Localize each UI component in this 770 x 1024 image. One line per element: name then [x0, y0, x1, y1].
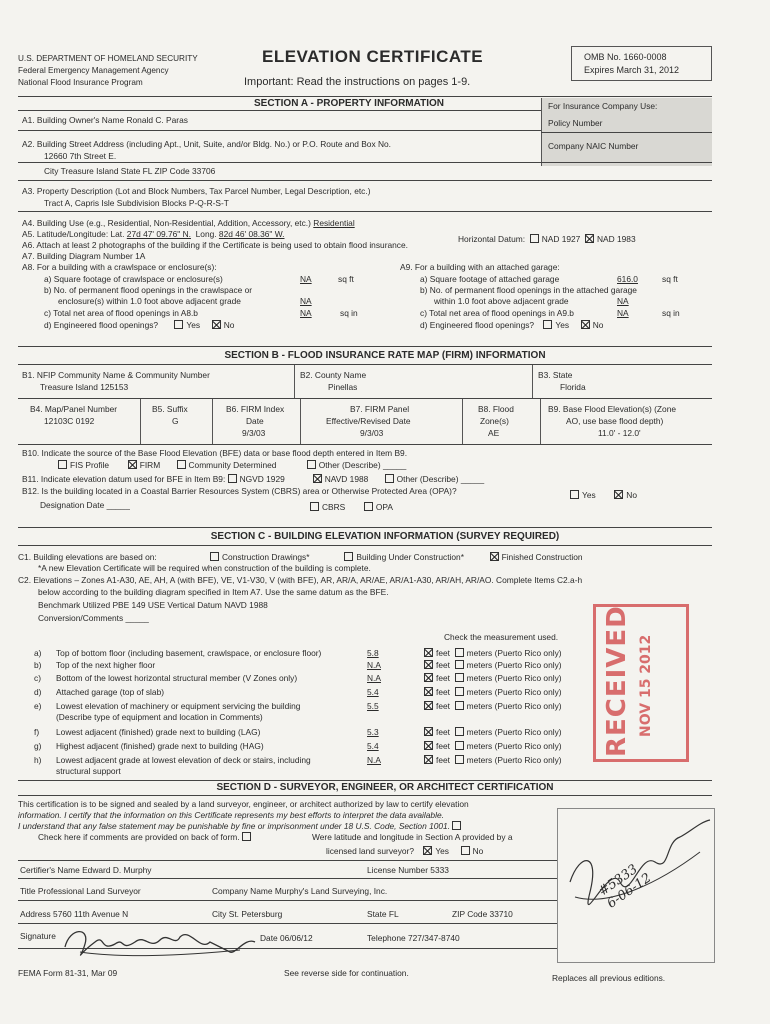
b10-options: [58, 460, 406, 470]
comments-checkbox[interactable]: [242, 832, 251, 841]
meters-label: meters (Puerto Rico only): [466, 673, 562, 683]
telephone: Telephone 727/347-8740: [367, 933, 460, 943]
meters-label: meters (Puerto Rico only): [466, 755, 562, 765]
elevation-row-value: 5.5: [367, 701, 379, 711]
elevation-row-label: Top of the next higher floor: [56, 660, 156, 670]
elevation-row-units: [424, 727, 562, 737]
received-stamp: [593, 604, 689, 762]
b12-yes-label: Yes: [582, 490, 596, 500]
opa-label: OPA: [375, 502, 393, 512]
b7-label-1: B7. FIRM Panel: [350, 404, 410, 414]
firm-checkbox[interactable]: [128, 460, 137, 469]
feet-label: feet: [436, 701, 450, 711]
elevation-row-label: Highest adjacent (finished) grade next to building (HAG): [56, 741, 264, 751]
elevation-row-letter: a): [34, 648, 42, 658]
meters-checkbox[interactable]: [455, 648, 464, 657]
a8d-no-label: No: [223, 320, 235, 330]
section-c-heading: SECTION C - BUILDING ELEVATION INFORMATION (SURVEY REQUIRED): [210, 531, 560, 542]
a9-heading: A9. For a building with an attached garage:: [400, 262, 560, 272]
elevation-row-units: [424, 741, 562, 751]
a8a-label: a) Square footage of crawlspace or enclosure(s): [44, 274, 223, 284]
b9-label-2: AO, use base flood depth): [566, 416, 664, 426]
row-h-description: structural support: [56, 766, 121, 776]
certifier-zip: ZIP Code 33710: [452, 909, 513, 919]
feet-checkbox[interactable]: [424, 701, 433, 710]
feet-label: feet: [436, 660, 450, 670]
nad1983-checkbox[interactable]: [585, 234, 594, 243]
b7-value: 9/3/03: [360, 428, 384, 438]
b9-label-1: B9. Base Flood Elevation(s) (Zone: [548, 404, 677, 414]
b8-label-2: Zone(s): [480, 416, 509, 426]
feet-label: feet: [436, 741, 450, 751]
b8-label-1: B8. Flood: [478, 404, 514, 414]
cert-text-2: information. I certify that the information on this Certificate represents my best efforts to interpret the data available.: [18, 810, 444, 820]
comments-check: [38, 832, 254, 842]
feet-label: feet: [436, 648, 450, 658]
meters-checkbox[interactable]: [455, 660, 464, 669]
feet-checkbox[interactable]: [424, 755, 433, 764]
elevation-row-units: [424, 660, 562, 670]
latlong-yes-label: Yes: [435, 846, 449, 856]
comments-label: Check here if comments are provided on back of form.: [38, 832, 240, 842]
feet-checkbox[interactable]: [424, 727, 433, 736]
finished-construction-checkbox[interactable]: [490, 552, 499, 561]
meters-label: meters (Puerto Rico only): [466, 687, 562, 697]
b12-cbrs-opa: [310, 502, 393, 512]
elevation-row-letter: c): [34, 673, 41, 683]
meters-label: meters (Puerto Rico only): [466, 741, 562, 751]
elevation-row-units: [424, 701, 562, 711]
community-determined-label: Community Determined: [188, 460, 277, 470]
stamp-received-text: RECEIVED: [602, 605, 632, 757]
a8c-unit: sq in: [340, 308, 358, 318]
elevation-row-value: N.A: [367, 755, 381, 765]
a9d-no-label: No: [592, 320, 604, 330]
other-source-checkbox[interactable]: [307, 460, 316, 469]
elevation-row-letter: e): [34, 701, 42, 711]
navd-label: NAVD 1988: [324, 474, 369, 484]
latlong-yes-checkbox[interactable]: [423, 846, 432, 855]
b10-label: B10. Indicate the source of the Base Flood Elevation (BFE) data or base flood depth entered in Item B9.: [22, 448, 408, 458]
elevation-row-letter: g): [34, 741, 42, 751]
feet-checkbox[interactable]: [424, 648, 433, 657]
meters-label: meters (Puerto Rico only): [466, 701, 562, 711]
b3-value: Florida: [560, 382, 586, 392]
b11-label: B11. Indicate elevation datum used for BFE in Item B9:: [22, 474, 226, 484]
a8d-yes-label: Yes: [186, 320, 201, 330]
b6-value: 9/3/03: [242, 428, 266, 438]
feet-checkbox[interactable]: [424, 741, 433, 750]
elevation-row-label: Attached garage (top of slab): [56, 687, 165, 697]
elevation-row-letter: f): [34, 727, 40, 737]
elevation-row-value: 5.8: [367, 648, 379, 658]
elevation-row-value: N.A: [367, 673, 381, 683]
check-measurement-label: Check the measurement used.: [444, 632, 559, 642]
signature-scribble: [60, 922, 260, 962]
a9d-no-checkbox[interactable]: [581, 320, 590, 329]
a9b-value: NA: [617, 296, 629, 306]
feet-label: feet: [436, 687, 450, 697]
a8d-yes-checkbox[interactable]: [174, 320, 183, 329]
elevation-row-label: Bottom of the lowest horizontal structural member (V Zones only): [56, 673, 298, 683]
construction-drawings-label: Construction Drawings*: [222, 552, 310, 562]
meters-checkbox[interactable]: [455, 741, 464, 750]
certifier-name: Certifier's Name Edward D. Murphy: [20, 865, 152, 875]
a8a-value: NA: [300, 274, 312, 284]
other-source-label: Other (Describe) _____: [318, 460, 407, 470]
latlong-answer: [326, 846, 483, 856]
license-number: License Number 5333: [367, 865, 449, 875]
signature-label: Signature: [20, 931, 56, 941]
a8c-label: c) Total net area of flood openings in A8.b: [44, 308, 198, 318]
form-number: FEMA Form 81-31, Mar 09: [18, 968, 118, 978]
elevation-row-value: N.A: [367, 660, 381, 670]
b12-no-label: No: [626, 490, 638, 500]
b12-yes-checkbox[interactable]: [570, 490, 579, 499]
elevation-row-units: [424, 755, 562, 765]
a8d-row: [44, 320, 234, 330]
designation-date: Designation Date _____: [40, 500, 130, 510]
b12-answers: [570, 490, 637, 500]
a5-lat-value: 27d 47' 09.76" N.: [126, 229, 191, 239]
meters-checkbox[interactable]: [455, 727, 464, 736]
finished-construction-label: Finished Construction: [501, 552, 583, 562]
row-e-description: (Describe type of equipment and location in Comments): [56, 712, 263, 722]
stamp-date: NOV 15 2012: [638, 634, 654, 738]
b1-value: Treasure Island 125153: [40, 382, 129, 392]
a3-property-value: Tract A, Capris Isle Subdivision Blocks P-Q-R-S-T: [44, 198, 229, 208]
a9c-value: NA: [617, 308, 629, 318]
c1-label: C1. Building elevations are based on:: [18, 552, 157, 562]
a1-owner-name: A1. Building Owner's Name Ronald C. Paras: [22, 115, 188, 125]
a5-lat-long: [22, 229, 285, 239]
a2-city-state-zip: City Treasure Island State FL ZIP Code 33706: [44, 166, 216, 176]
section-d-heading: SECTION D - SURVEYOR, ENGINEER, OR ARCHITECT CERTIFICATION: [216, 782, 554, 793]
opa-checkbox[interactable]: [364, 502, 373, 511]
meters-checkbox[interactable]: [455, 755, 464, 764]
elevation-row-label: Lowest adjacent grade at lowest elevation of deck or stairs, including: [56, 755, 311, 765]
section-a-heading: SECTION A - PROPERTY INFORMATION: [253, 98, 444, 109]
a8d-no-checkbox[interactable]: [212, 320, 221, 329]
a9d-yes-label: Yes: [555, 320, 570, 330]
b6-label-1: B6. FIRM Index: [226, 404, 285, 414]
a9a-unit: sq ft: [662, 274, 678, 284]
elevation-row-units: [424, 687, 562, 697]
c2-instructions: below according to the building diagram specified in Item A7. Use the same datum as the BFE.: [38, 587, 389, 597]
other-datum-label: Other (Describe) _____: [396, 474, 485, 484]
section-b-heading: SECTION B - FLOOD INSURANCE RATE MAP (FIRM) INFORMATION: [224, 350, 546, 361]
a2-address-label: A2. Building Street Address (including Apt., Unit, Suite, and/or Bldg. No.) or P.O. Route and Box No.: [22, 139, 392, 149]
navd-checkbox[interactable]: [313, 474, 322, 483]
cert-text-3-label: I understand that any false statement may be punishable by fine or imprisonment under 18 U.S. Code, Section 1001.: [18, 821, 451, 831]
elevation-row-label: Lowest elevation of machinery or equipment servicing the building: [56, 701, 301, 711]
important-note: Important: Read the instructions on pages 1-9.: [244, 76, 471, 88]
c1-options: [210, 552, 583, 562]
meters-checkbox[interactable]: [455, 673, 464, 682]
community-determined-checkbox[interactable]: [177, 460, 186, 469]
insurance-use-label: For Insurance Company Use:: [548, 101, 658, 111]
meters-label: meters (Puerto Rico only): [466, 648, 562, 658]
elevation-row-label: Top of bottom floor (including basement, crawlspace, or enclosure floor): [56, 648, 322, 658]
c2-label: C2. Elevations – Zones A1-A30, AE, AH, A (with BFE), VE, V1-V30, V (with BFE), AR, AR/A, AR/AE, AR/A1-A30, AR/AH, AR/AO. Complete Items C2.a-h: [18, 575, 583, 585]
a7-diagram: A7. Building Diagram Number 1A: [22, 251, 146, 261]
b12-label: B12. Is the building located in a Coastal Barrier Resources System (CBRS) area or Otherwise Protected Area (OPA)?: [22, 486, 457, 496]
nad1927-label: NAD 1927: [541, 234, 581, 244]
b5-value: G: [172, 416, 179, 426]
cbrs-checkbox[interactable]: [310, 502, 319, 511]
meters-checkbox[interactable]: [455, 687, 464, 696]
elevation-row-units: [424, 648, 562, 658]
a5-long-label: Long.: [195, 229, 217, 239]
feet-checkbox[interactable]: [424, 687, 433, 696]
feet-label: feet: [436, 755, 450, 765]
cert-text-3: [18, 821, 464, 831]
feet-checkbox[interactable]: [424, 673, 433, 682]
elevation-row-value: 5.4: [367, 687, 379, 697]
feet-label: feet: [436, 727, 450, 737]
b1-label: B1. NFIP Community Name & Community Number: [22, 370, 210, 380]
a5-long-value: 82d 46' 08.36" W.: [218, 229, 285, 239]
a9d-row: [420, 320, 603, 330]
latlong-no-checkbox[interactable]: [461, 846, 470, 855]
datum-label: Horizontal Datum:: [458, 234, 526, 244]
elevation-row-letter: d): [34, 687, 42, 697]
meters-label: meters (Puerto Rico only): [466, 727, 562, 737]
horizontal-datum: [458, 234, 636, 244]
latlong-no-label: No: [472, 846, 484, 856]
a6-photos: A6. Attach at least 2 photographs of the building if the Certificate is being used to obtain flood insurance.: [22, 240, 408, 250]
signature-date: Date 06/06/12: [260, 933, 313, 943]
ngvd-label: NGVD 1929: [239, 474, 285, 484]
b5-label: B5. Suffix: [152, 404, 188, 414]
a8b-value: NA: [300, 296, 312, 306]
a8-heading: A8. For a building with a crawlspace or enclosure(s):: [22, 262, 217, 272]
see-reverse: See reverse side for continuation.: [284, 968, 409, 978]
a9d-label: d) Engineered flood openings?: [420, 320, 535, 330]
a4-building-use: [22, 218, 355, 228]
certifier-city: City St. Petersburg: [212, 909, 283, 919]
b12-no-checkbox[interactable]: [614, 490, 623, 499]
a9c-unit: sq in: [662, 308, 680, 318]
under-construction-checkbox[interactable]: [344, 552, 353, 561]
a9a-label: a) Square footage of attached garage: [420, 274, 560, 284]
naic-number-label: Company NAIC Number: [548, 141, 639, 151]
cert-text-1: This certification is to be signed and sealed by a land surveyor, engineer, or architect authorized by law to certify elevation: [18, 799, 469, 809]
a9c-label: c) Total net area of flood openings in A9.b: [420, 308, 574, 318]
b8-value: AE: [488, 428, 500, 438]
a2-address-value: 12660 7th Street E.: [44, 151, 117, 161]
policy-number-label: Policy Number: [548, 118, 603, 128]
feet-label: feet: [436, 673, 450, 683]
a9d-yes-checkbox[interactable]: [543, 320, 552, 329]
agency-line-1: U.S. DEPARTMENT OF HOMELAND SECURITY: [18, 54, 198, 63]
form-title: ELEVATION CERTIFICATE: [262, 47, 484, 66]
ngvd-checkbox[interactable]: [228, 474, 237, 483]
fis-profile-label: FIS Profile: [70, 460, 110, 470]
certifier-title: Title Professional Land Surveyor: [20, 886, 141, 896]
b11-row: [22, 474, 484, 484]
meters-checkbox[interactable]: [455, 701, 464, 710]
under-construction-label: Building Under Construction*: [356, 552, 464, 562]
omb-expires: Expires March 31, 2012: [584, 65, 680, 75]
elevation-row-letter: h): [34, 755, 42, 765]
other-datum-checkbox[interactable]: [385, 474, 394, 483]
elevation-row-label: Lowest adjacent (finished) grade next to building (LAG): [56, 727, 261, 737]
b4-label: B4. Map/Panel Number: [30, 404, 118, 414]
latlong-question: Were latitude and longitude in Section A provided by a: [312, 832, 513, 842]
company-name: Company Name Murphy's Land Surveying, Inc.: [212, 886, 388, 896]
nad1983-label: NAD 1983: [596, 234, 636, 244]
a4-label: A4. Building Use (e.g., Residential, Non-Residential, Addition, Accessory, etc.): [22, 218, 311, 228]
agency-line-2: Federal Emergency Management Agency: [18, 66, 169, 75]
b9-value: 11.0' - 12.0': [598, 428, 641, 438]
section-1001-checkbox[interactable]: [452, 821, 461, 830]
omb-number: OMB No. 1660-0008: [584, 52, 667, 62]
b2-label: B2. County Name: [300, 370, 367, 380]
a8a-unit: sq ft: [338, 274, 354, 284]
b2-value: Pinellas: [328, 382, 358, 392]
a8b-label-1: b) No. of permanent flood openings in the crawlspace or: [44, 285, 253, 295]
a3-property-label: A3. Property Description (Lot and Block Numbers, Tax Parcel Number, Legal Description, etc.): [22, 186, 371, 196]
meters-label: meters (Puerto Rico only): [466, 660, 562, 670]
a9b-label-2: within 1.0 foot above adjacent grade: [434, 296, 569, 306]
latlong-question-2: licensed land surveyor?: [326, 846, 414, 856]
elevation-row-value: 5.3: [367, 727, 379, 737]
conversion-comments: Conversion/Comments _____: [38, 613, 149, 623]
elevation-row-letter: b): [34, 660, 42, 670]
construction-drawings-checkbox[interactable]: [210, 552, 219, 561]
a9b-label-1: b) No. of permanent flood openings in the attached garage: [420, 285, 637, 295]
elevation-row-value: 5.4: [367, 741, 379, 751]
c1-note: *A new Elevation Certificate will be required when construction of the building is complete.: [38, 563, 371, 573]
a8d-label: d) Engineered flood openings?: [44, 320, 159, 330]
firm-label: FIRM: [139, 460, 161, 470]
seal-license-date: #5333 6-06-12: [595, 861, 655, 912]
a8c-value: NA: [300, 308, 312, 318]
benchmark: Benchmark Utilized PBE 149 USE Vertical Datum NAVD 1988: [38, 600, 268, 610]
certifier-address: Address 5760 11th Avenue N: [20, 909, 129, 919]
nad1927-checkbox[interactable]: [530, 234, 539, 243]
b3-label: B3. State: [538, 370, 573, 380]
a9a-value: 616.0: [617, 274, 638, 284]
replaces-editions: Replaces all previous editions.: [552, 973, 666, 983]
b7-label-2: Effective/Revised Date: [326, 416, 411, 426]
a5-label: A5. Latitude/Longitude: Lat.: [22, 229, 125, 239]
fis-profile-checkbox[interactable]: [58, 460, 67, 469]
certifier-state: State FL: [367, 909, 399, 919]
b6-label-2: Date: [246, 416, 264, 426]
feet-checkbox[interactable]: [424, 660, 433, 669]
a8b-label-2: enclosure(s) within 1.0 foot above adjacent grade: [58, 296, 241, 306]
a4-value: Residential: [313, 218, 355, 228]
agency-line-3: National Flood Insurance Program: [18, 78, 143, 87]
b4-value: 12103C 0192: [44, 416, 95, 426]
cbrs-label: CBRS: [322, 502, 346, 512]
elevation-row-units: [424, 673, 562, 683]
